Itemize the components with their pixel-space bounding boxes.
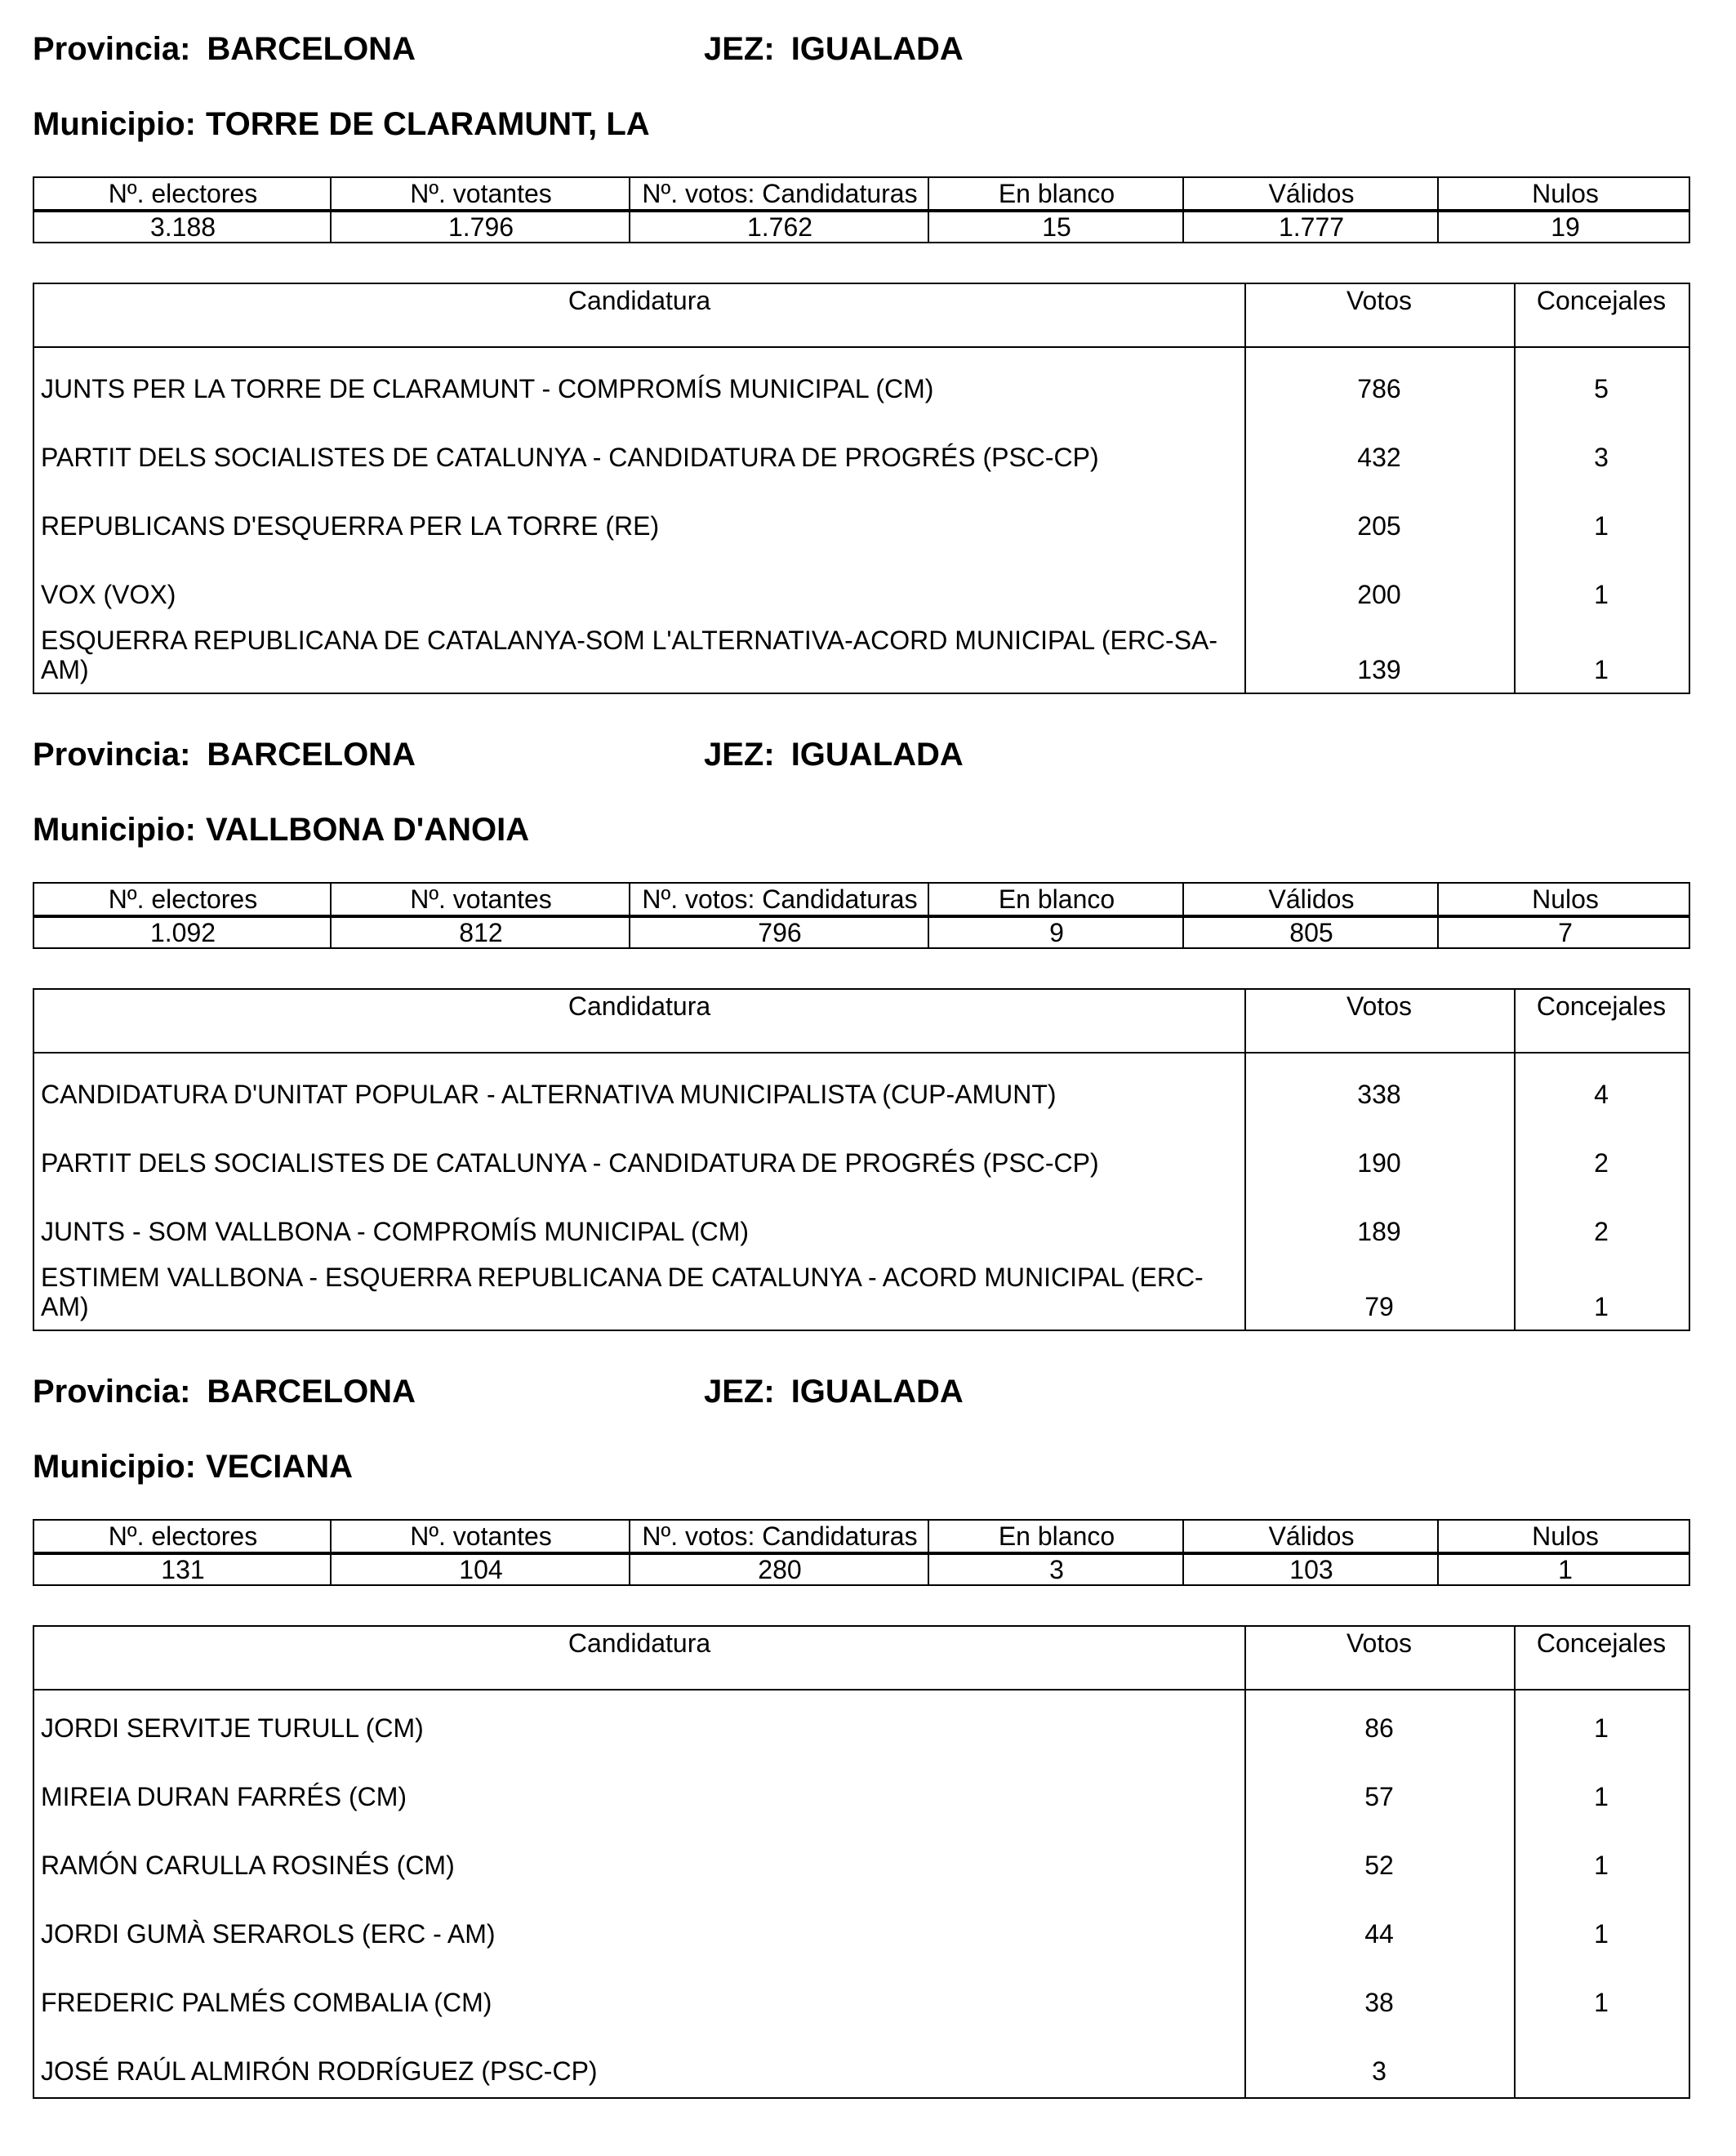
candidate-votos: 190 [1357,1148,1401,1178]
summary-value-cell: 280 [758,1555,802,1584]
summary-header-cell: Nº. votos: Candidaturas [642,884,918,914]
votos-header: Votos [1346,286,1413,315]
provincia-value: BARCELONA [207,31,416,67]
jez-value: IGUALADA [790,1374,964,1410]
summary-value-cell: 3.188 [149,212,216,242]
candidates-table [33,283,1690,694]
summary-value-cell: 3 [1049,1555,1064,1584]
candidate-votos: 57 [1364,1782,1394,1811]
summary-header-cell: Nº. votantes [410,884,552,914]
summary-header-cell: Nº. electores [108,884,258,914]
candidate-name: REPUBLICANS D'ESQUERRA PER LA TORRE (RE) [41,511,660,541]
provincia-label: Provincia: [33,737,191,773]
summary-header-cell: Válidos [1268,1521,1355,1551]
summary-value-cell: 19 [1551,212,1580,242]
candidate-votos: 79 [1364,1292,1394,1321]
candidate-name: MIREIA DURAN FARRÉS (CM) [41,1782,407,1811]
candidate-row [34,1713,1689,1743]
candidate-votos: 139 [1357,655,1401,684]
concejales-header: Concejales [1536,1628,1667,1658]
candidate-row [34,374,1689,403]
candidate-concejales: 1 [1594,580,1609,609]
candidatura-header: Candidatura [568,991,711,1021]
summary-value-cell: 1.762 [746,212,813,242]
candidate-name: JORDI GUMÀ SERAROLS (ERC - AM) [41,1919,496,1949]
candidate-concejales: 1 [1594,1919,1609,1949]
candidates-table [33,988,1690,1331]
candidate-concejales: 4 [1594,1080,1609,1109]
summary-value-cell: 812 [459,918,503,947]
municipio-label: Municipio: [33,1449,196,1485]
candidate-votos: 38 [1364,1988,1394,2017]
candidate-row [34,1782,1689,1811]
candidate-row [34,1263,1689,1321]
summary-header-cell: Nº. votantes [410,179,552,208]
candidate-row [34,511,1689,541]
candidate-row [34,626,1689,684]
summary-header-cell: Nº. electores [108,179,258,208]
candidate-concejales: 1 [1594,1988,1609,2017]
provincia-header [33,33,416,65]
municipio-label: Municipio: [33,812,196,848]
candidate-name: JOSÉ RAÚL ALMIRÓN RODRÍGUEZ (PSC-CP) [41,2056,598,2086]
jez-label: JEZ: [704,1374,775,1410]
candidate-row [34,1851,1689,1880]
summary-value-cell: 15 [1042,212,1071,242]
candidate-concejales: 5 [1594,374,1609,403]
candidatura-header: Candidatura [568,1628,711,1658]
jez-header [704,33,964,65]
candidate-name: JUNTS - SOM VALLBONA - COMPROMÍS MUNICIPAL (CM) [41,1217,750,1246]
candidate-concejales: 1 [1594,1713,1609,1743]
candidate-row [34,1919,1689,1949]
summary-table [33,176,1690,243]
concejales-header: Concejales [1536,991,1667,1021]
summary-value-cell: 131 [161,1555,205,1584]
municipio-label: Municipio: [33,106,196,142]
summary-value-cell: 1.796 [447,212,514,242]
municipio-value: VECIANA [205,1449,353,1485]
summary-header-cell: Nulos [1532,884,1599,914]
votos-header: Votos [1346,991,1413,1021]
jez-value: IGUALADA [790,31,964,67]
candidate-concejales: 3 [1594,443,1609,472]
votos-header: Votos [1346,1628,1413,1658]
candidate-votos: 86 [1364,1713,1394,1743]
summary-header-cell: Válidos [1268,179,1355,208]
candidate-name: FREDERIC PALMÉS COMBALIA (CM) [41,1988,492,2017]
summary-value-cell: 9 [1049,918,1064,947]
summary-header-cell: En blanco [998,179,1115,208]
municipio-header [33,108,650,140]
candidate-name: VOX (VOX) [41,580,176,609]
summary-header-cell: Nº. votantes [410,1521,552,1551]
summary-value-cell: 1 [1558,1555,1573,1584]
provincia-value: BARCELONA [207,737,416,773]
summary-header-cell: Nulos [1532,179,1599,208]
summary-value-cell: 7 [1558,918,1573,947]
candidate-row [34,1080,1689,1109]
candidate-concejales: 2 [1594,1148,1609,1178]
summary-value-cell: 1.777 [1278,212,1345,242]
candidate-votos: 432 [1357,443,1401,472]
candidates-header-divider [34,1052,1689,1054]
candidate-concejales: 1 [1594,655,1609,684]
candidate-concejales: 1 [1594,1782,1609,1811]
summary-table [33,1519,1690,1586]
summary-value-cell: 104 [459,1555,503,1584]
municipio-value: TORRE DE CLARAMUNT, LA [205,106,650,142]
candidate-concejales: 1 [1594,1292,1609,1321]
candidatura-header: Candidatura [568,286,711,315]
jez-label: JEZ: [704,737,775,773]
candidate-votos: 200 [1357,580,1401,609]
candidate-votos: 44 [1364,1919,1394,1949]
municipio-value: VALLBONA D'ANOIA [205,812,530,848]
summary-header-cell: En blanco [998,1521,1115,1551]
summary-header-cell: Nº. electores [108,1521,258,1551]
summary-header-cell: Nulos [1532,1521,1599,1551]
provincia-label: Provincia: [33,1374,191,1410]
candidates-table [33,1625,1690,2099]
provincia-header [33,738,416,771]
municipio-header [33,1450,353,1483]
jez-label: JEZ: [704,31,775,67]
summary-header-cell: Nº. votos: Candidaturas [642,179,918,208]
candidate-row [34,580,1689,609]
summary-value-cell: 103 [1289,1555,1333,1584]
candidate-row [34,443,1689,472]
summary-header-cell: Válidos [1268,884,1355,914]
candidate-concejales: 2 [1594,1217,1609,1246]
candidate-name: ESTIMEM VALLBONA - ESQUERRA REPUBLICANA DE CATALUNYA - ACORD MUNICIPAL (ERC-AM) [41,1263,1204,1321]
candidate-votos: 189 [1357,1217,1401,1246]
candidate-votos: 205 [1357,511,1401,541]
candidate-votos: 52 [1364,1851,1394,1880]
candidate-row [34,1988,1689,2017]
jez-value: IGUALADA [790,737,964,773]
candidate-concejales: 1 [1594,1851,1609,1880]
candidate-name: JORDI SERVITJE TURULL (CM) [41,1713,424,1743]
jez-header [704,738,964,771]
candidate-votos: 786 [1357,374,1401,403]
candidate-row [34,2056,1689,2086]
candidate-row [34,1148,1689,1178]
summary-header-cell: Nº. votos: Candidaturas [642,1521,918,1551]
provincia-label: Provincia: [33,31,191,67]
summary-header-cell: En blanco [998,884,1115,914]
summary-value-cell: 796 [758,918,802,947]
candidate-votos: 3 [1372,2056,1387,2086]
candidate-name: PARTIT DELS SOCIALISTES DE CATALUNYA - CANDIDATURA DE PROGRÉS (PSC-CP) [41,1148,1099,1178]
provincia-value: BARCELONA [207,1374,416,1410]
concejales-header: Concejales [1536,286,1667,315]
jez-header [704,1375,964,1408]
candidate-name: ESQUERRA REPUBLICANA DE CATALANYA-SOM L'ALTERNATIVA-ACORD MUNICIPAL (ERC-SA-AM) [41,626,1218,684]
candidate-name: CANDIDATURA D'UNITAT POPULAR - ALTERNATIVA MUNICIPALISTA (CUP-AMUNT) [41,1080,1057,1109]
candidate-concejales: 1 [1594,511,1609,541]
candidate-name: JUNTS PER LA TORRE DE CLARAMUNT - COMPROMÍS MUNICIPAL (CM) [41,374,934,403]
candidates-header-divider [34,1689,1689,1690]
summary-value-cell: 805 [1289,918,1333,947]
summary-value-cell: 1.092 [149,918,216,947]
candidate-votos: 338 [1357,1080,1401,1109]
summary-table [33,882,1690,949]
municipio-header [33,813,529,846]
candidate-row [34,1217,1689,1246]
provincia-header [33,1375,416,1408]
candidate-name: PARTIT DELS SOCIALISTES DE CATALUNYA - CANDIDATURA DE PROGRÉS (PSC-CP) [41,443,1099,472]
candidates-header-divider [34,346,1689,348]
candidate-name: RAMÓN CARULLA ROSINÉS (CM) [41,1851,455,1880]
